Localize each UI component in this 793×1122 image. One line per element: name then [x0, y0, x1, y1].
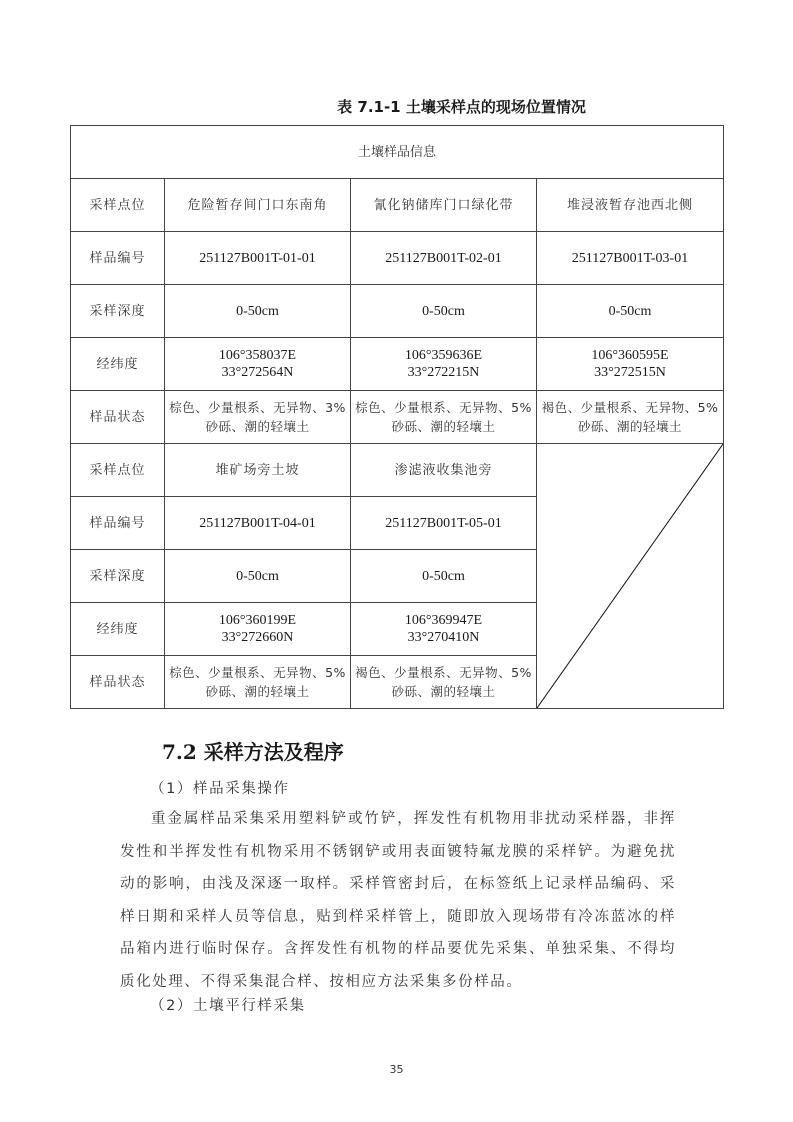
row-label-coords: 经纬度 [71, 603, 165, 656]
longitude: 106°360595E [591, 348, 669, 363]
latitude: 33°270410N [407, 630, 480, 645]
table-row [71, 232, 724, 285]
sample-depth: 0-50cm [165, 550, 351, 603]
sample-coords [537, 338, 724, 391]
sample-coords [165, 603, 351, 656]
sample-depth: 0-50cm [537, 285, 724, 338]
empty-cell-diagonal [537, 444, 724, 709]
sample-state: 棕色、少量根系、无异物、3%砂砾、潮的轻壤土 [165, 391, 351, 444]
latitude: 33°272564N [221, 365, 294, 380]
longitude: 106°360199E [218, 613, 297, 628]
longitude: 106°359636E [404, 348, 483, 363]
sample-coords [165, 338, 351, 391]
sample-location: 危险暂存间门口东南角 [165, 179, 351, 232]
row-label-depth: 采样深度 [71, 550, 165, 603]
table-row [71, 391, 724, 444]
sample-id: 251127B001T-01-01 [165, 232, 351, 285]
sample-state: 棕色、少量根系、无异物、5%砂砾、潮的轻壤土 [165, 656, 351, 709]
table-row [71, 179, 724, 232]
sample-location: 氰化钠储库门口绿化带 [351, 179, 537, 232]
row-label-depth: 采样深度 [71, 285, 165, 338]
row-label-location: 采样点位 [71, 179, 165, 232]
latitude: 33°272515N [594, 365, 666, 380]
table-row [71, 285, 724, 338]
sample-id: 251127B001T-04-01 [165, 497, 351, 550]
table-caption: 表 7.1-1 土壤采样点的现场位置情况 [337, 98, 586, 116]
row-label-state: 样品状态 [71, 656, 165, 709]
soil-sampling-table [70, 125, 723, 714]
sample-location: 堆矿场旁土坡 [165, 444, 351, 497]
subheading-parallel-sampling: （2）土壤平行样采集 [150, 998, 306, 1014]
sample-id: 251127B001T-02-01 [351, 232, 537, 285]
latitude: 33°272660N [221, 630, 294, 645]
section-heading: 7.2 采样方法及程序 [162, 740, 344, 764]
sample-location: 堆浸液暂存池西北侧 [537, 179, 724, 232]
diagonal-slash [537, 444, 723, 708]
sample-location: 渗滤液收集池旁 [351, 444, 537, 497]
table-header: 土壤样品信息 [71, 126, 724, 179]
row-label-state: 样品状态 [71, 391, 165, 444]
latitude: 33°272215N [407, 365, 480, 380]
table-row [71, 444, 724, 497]
longitude: 106°369947E [404, 613, 483, 628]
sample-coords [351, 603, 537, 656]
sample-id: 251127B001T-03-01 [537, 232, 724, 285]
table-row [71, 338, 724, 391]
sample-id: 251127B001T-05-01 [351, 497, 537, 550]
longitude: 106°358037E [218, 348, 297, 363]
sample-state: 褐色、少量根系、无异物、5%砂砾、潮的轻壤土 [537, 391, 724, 444]
sample-depth: 0-50cm [351, 285, 537, 338]
sample-state: 褐色、少量根系、无异物、5%砂砾、潮的轻壤土 [351, 656, 537, 709]
row-label-coords: 经纬度 [71, 338, 165, 391]
body-paragraph: 重金属样品采集采用塑料铲或竹铲，挥发性有机物用非扰动采样器，非挥发性和半挥发性有机物采用不锈钢铲或用表面镀特氟龙膜的采样铲。为避免扰动的影响，由浅及深逐一取样。采样管密封后，在标签纸上记录样品编码、采样日期和采样人员等信息，贴到样采样管上，随即放入现场带有冷冻蓝冰的样品箱内进行临时保存。含挥发性有机物的样品要优先采集、单独采集、不得均质化处理、不得采集混合样、按相应方法采集多份样品。 [120, 811, 676, 990]
sample-depth: 0-50cm [165, 285, 351, 338]
row-label-location: 采样点位 [71, 444, 165, 497]
row-label-sample-id: 样品编号 [71, 497, 165, 550]
sample-coords [351, 338, 537, 391]
row-label-sample-id: 样品编号 [71, 232, 165, 285]
sample-state: 棕色、少量根系、无异物、5%砂砾、潮的轻壤土 [351, 391, 537, 444]
sample-depth: 0-50cm [351, 550, 537, 603]
subheading-sample-collection: （1）样品采集操作 [150, 781, 290, 797]
page-number: 35 [389, 1063, 404, 1076]
